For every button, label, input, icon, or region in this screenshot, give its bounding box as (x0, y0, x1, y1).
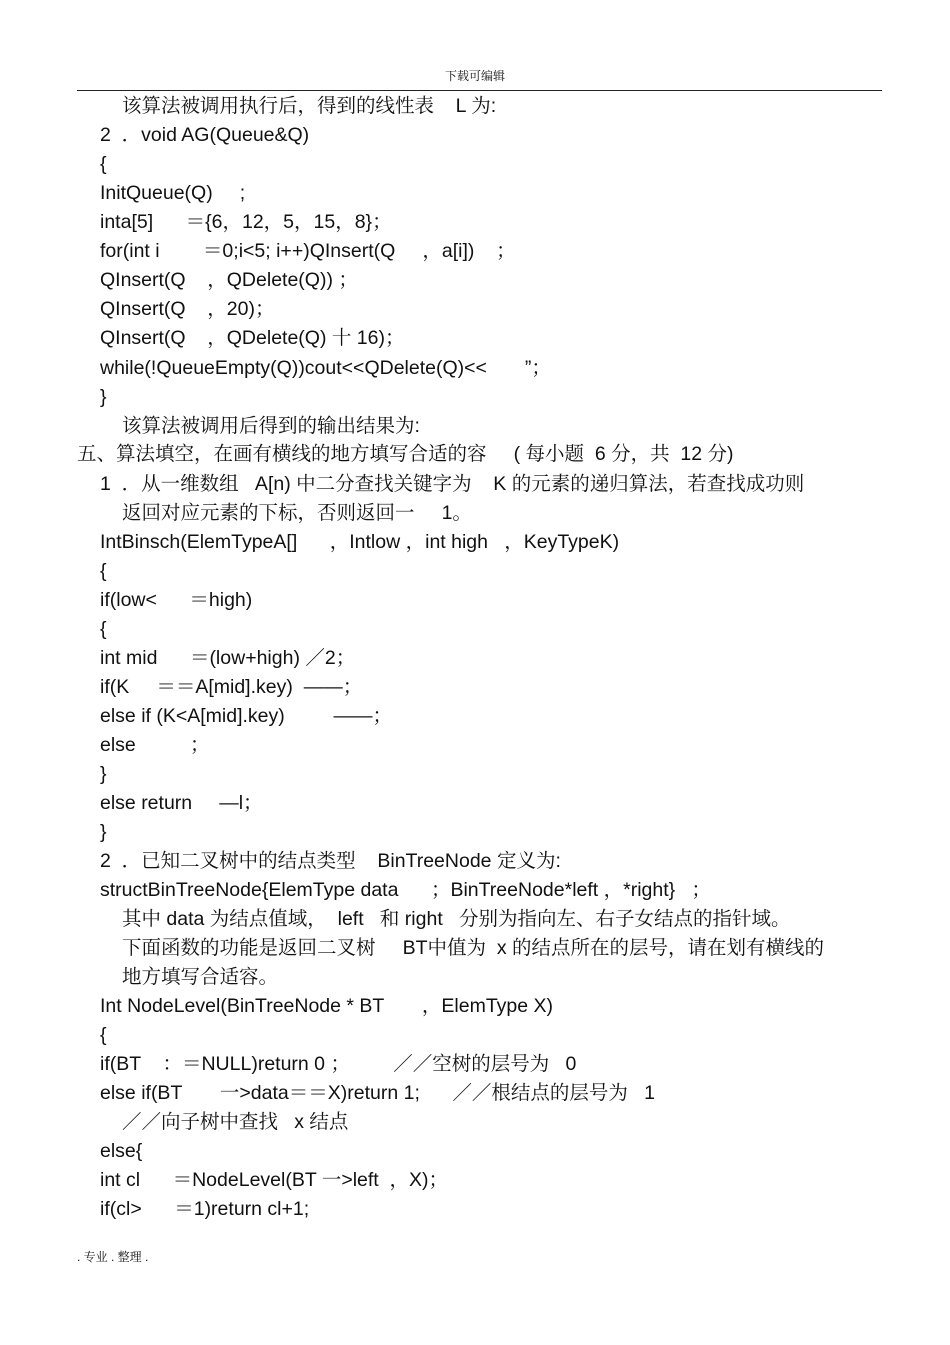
text-line: else ； (100, 734, 210, 756)
text-line: int mid ＝(low+high) ／2； (100, 647, 356, 669)
text-line: } (100, 386, 107, 408)
text-line: Int NodeLevel(BinTreeNode * BT ，ElemType X) (100, 995, 554, 1017)
text-line: if(K ＝＝A[mid].key) ——； (100, 676, 363, 698)
text-line: 其中 data 为结点值域， left 和 right 分别为指向左、右子女结点的指针域。 (122, 908, 791, 930)
text-line: for(int i ＝0;i<5; i++)QInsert(Q ，a[i]) ； (100, 240, 516, 262)
text-line: else return —l； (100, 792, 263, 814)
text-line: InitQueue(Q) ; (100, 182, 246, 204)
text-line: 返回对应元素的下标，否则返回一 1。 (122, 502, 472, 524)
text-line: ／／向子树中查找 x 结点 (122, 1111, 349, 1133)
text-line: 2 ．void AG(Queue&Q) (100, 124, 310, 146)
text-line: { (100, 1024, 107, 1046)
text-line: if(cl> ＝1)return cl+1; (100, 1198, 310, 1220)
text-line: else{ (100, 1140, 143, 1162)
text-line: 下面函数的功能是返回二叉树 BT中值为 x 的结点所在的层号，请在划有横线的 (122, 937, 825, 959)
text-line: 该算法被调用后得到的输出结果为: (122, 415, 420, 437)
text-line: structBinTreeNode{ElemType data ；BinTreeNode*left ，*right} ； (100, 879, 711, 901)
text-line: } (100, 821, 107, 843)
page-header: 下载可编辑 (444, 69, 505, 83)
text-line: int cl ＝NodeLevel(BT 一>left ，X)； (100, 1169, 449, 1191)
page-footer: . 专业 . 整理 . (77, 1250, 149, 1264)
text-line: 该算法被调用执行后，得到的线性表 L 为: (122, 95, 497, 117)
text-line: inta[5] ＝{6，12，5，15，8}； (100, 211, 392, 233)
text-line: 2 ．已知二叉树中的结点类型 BinTreeNode 定义为: (100, 850, 561, 872)
text-line: QInsert(Q ，20)； (100, 298, 275, 320)
header-divider (77, 90, 882, 91)
text-line: } (100, 763, 107, 785)
text-line: else if (K<A[mid].key) ——； (100, 705, 393, 727)
text-line: QInsert(Q ，QDelete(Q)) ； (100, 269, 358, 291)
text-line: QInsert(Q ，QDelete(Q) 十 16)； (100, 327, 405, 349)
text-line: if(low< ＝high) (100, 589, 253, 611)
text-line: 地方填写合适容。 (122, 966, 279, 988)
text-line: { (100, 560, 107, 582)
section-heading: 五、算法填空，在画有横线的地方填写合适的容 ( 每小题 6 分，共 12 分) (77, 443, 734, 465)
text-line: 1 ．从一维数组 A[n) 中二分查找关键字为 K 的元素的递归算法，若查找成功则 (100, 473, 805, 495)
text-line: while(!QueueEmpty(Q))cout<<QDelete(Q)<< ”； (100, 357, 551, 379)
text-line: if(BT ：＝NULL)return 0 ； ／／空树的层号为 0 (100, 1053, 577, 1075)
text-line: else if(BT 一>data＝＝X)return 1; ／／根结点的层号为 1 (100, 1082, 655, 1104)
text-line: { (100, 153, 107, 175)
text-line: IntBinsch(ElemTypeA[] ，Intlow ，int high ，KeyTypeK) (100, 531, 620, 553)
text-line: { (100, 618, 107, 640)
